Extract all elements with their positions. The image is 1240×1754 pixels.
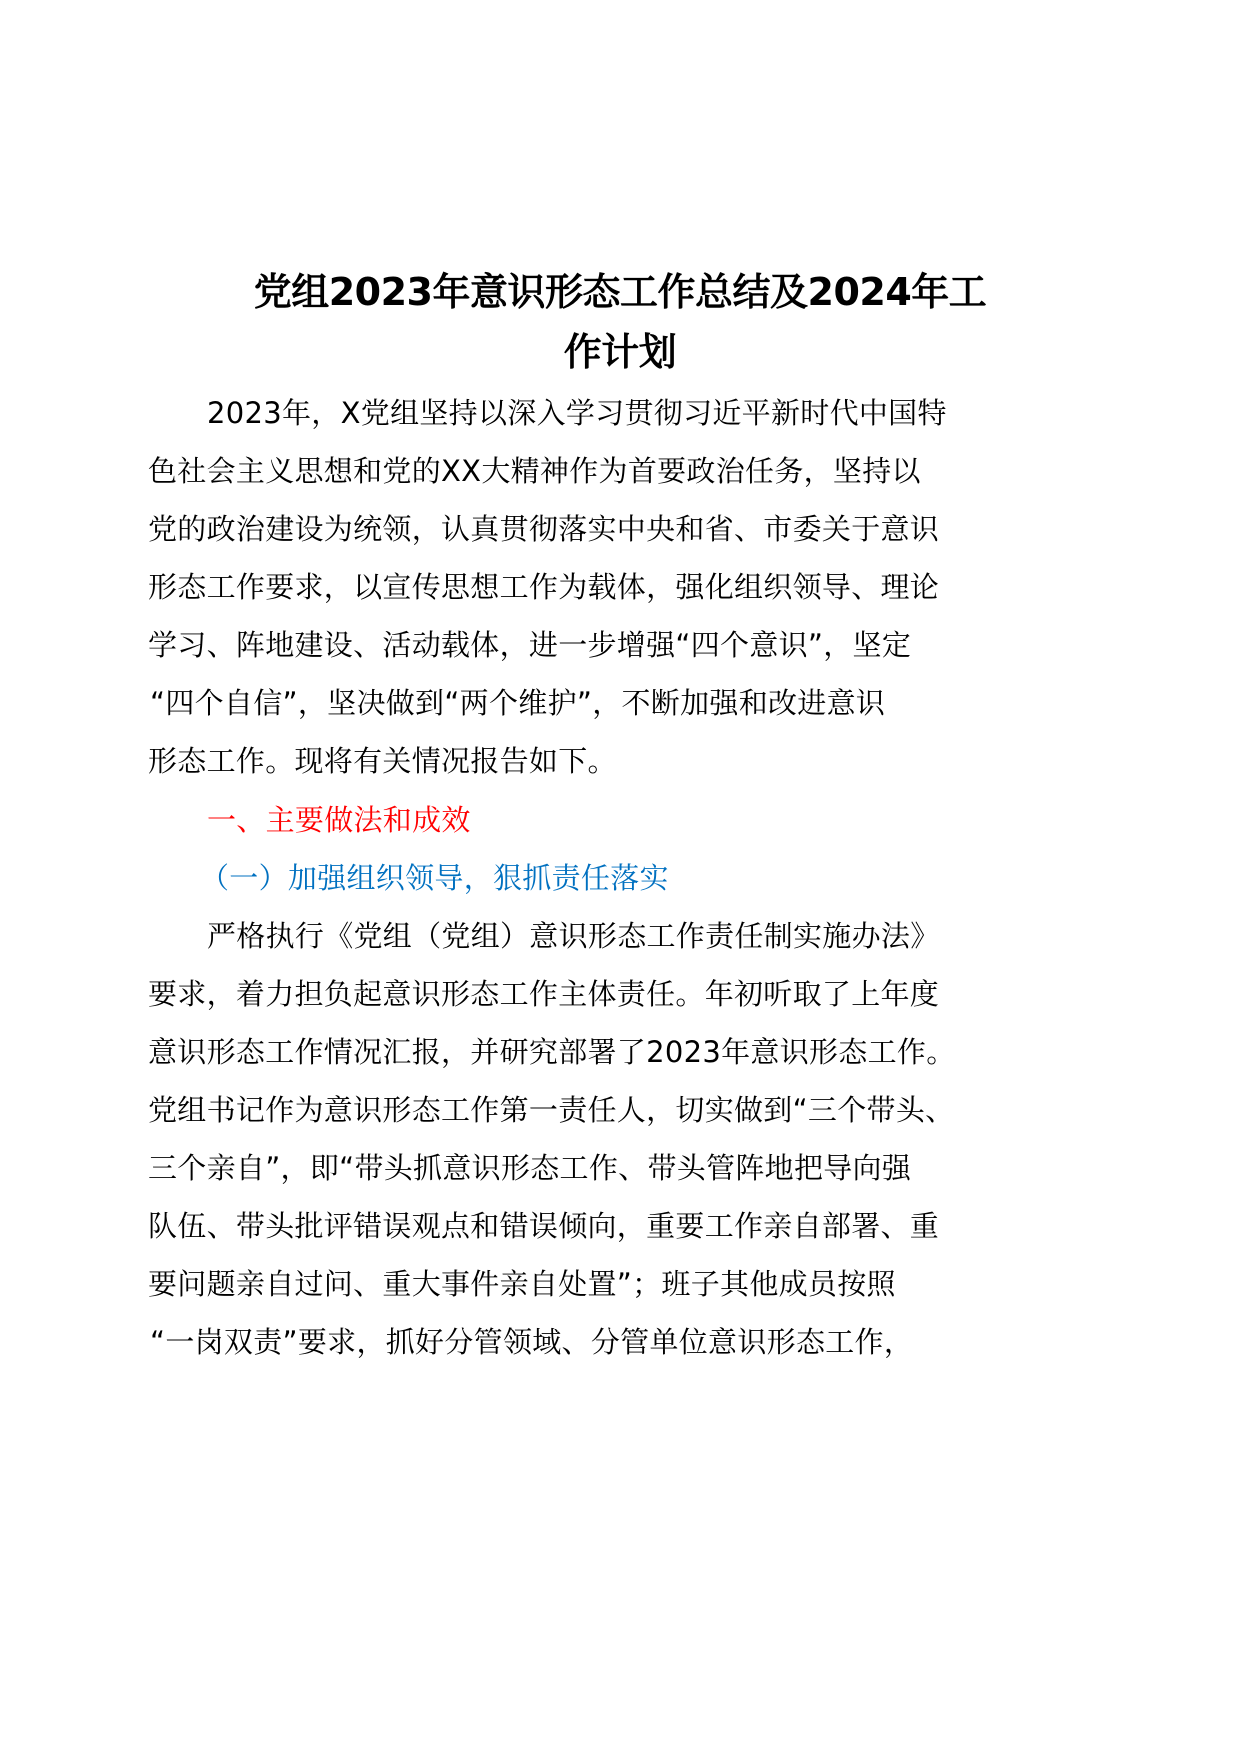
paragraph-2-line-6: 队伍、带头批评错误观点和错误倾向，重要工作亲自部署、重 [148,1209,940,1243]
paragraph-2-line-3: 意识形态工作情况汇报，并研究部署了2023年意识形态工作。 [148,1035,956,1069]
paragraph-1-line-4: 形态工作要求，以宣传思想工作为载体，强化组织领导、理论 [148,570,940,604]
paragraph-1-line-2: 色社会主义思想和党的XX大精神作为首要政治任务，坚持以 [148,454,921,488]
paragraph-1-line-3: 党的政治建设为统领，认真贯彻落实中央和省、市委关于意识 [148,512,940,546]
title-line-2: 作计划 [563,330,677,374]
paragraph-2-line-7: 要问题亲自过问、重大事件亲自处置”；班子其他成员按照 [148,1267,896,1301]
paragraph-1-line-7: 形态工作。现将有关情况报告如下。 [148,744,617,778]
paragraph-2-line-5: 三个亲自”，即“带头抓意识形态工作、带头管阵地把导向强 [148,1151,912,1185]
subsection-heading-1: （一）加强组织领导，狠抓责任落实 [200,861,669,895]
paragraph-2-line-8: “一岗双责”要求，抓好分管领域、分管单位意识形态工作， [150,1325,914,1359]
document-title [150,262,1090,382]
paragraph-2-line-2: 要求，着力担负起意识形态工作主体责任。年初听取了上年度 [148,977,940,1011]
paragraph-1-line-5: 学习、阵地建设、活动载体，进一步增强“四个意识”，坚定 [148,628,912,662]
paragraph-2-line-1: 严格执行《党组（党组）意识形态工作责任制实施办法》 [207,919,940,953]
paragraph-1-line-6: “四个自信”，坚决做到“两个维护”，不断加强和改进意识 [150,686,886,720]
paragraph-2-line-4: 党组书记作为意识形态工作第一责任人，切实做到“三个带头、 [148,1093,955,1127]
title-line-1: 党组2023年意识形态工作总结及2024年工 [253,270,987,314]
paragraph-1-line-1: 2023年，X党组坚持以深入学习贯彻习近平新时代中国特 [207,396,947,430]
section-heading-1: 一、主要做法和成效 [207,803,471,837]
